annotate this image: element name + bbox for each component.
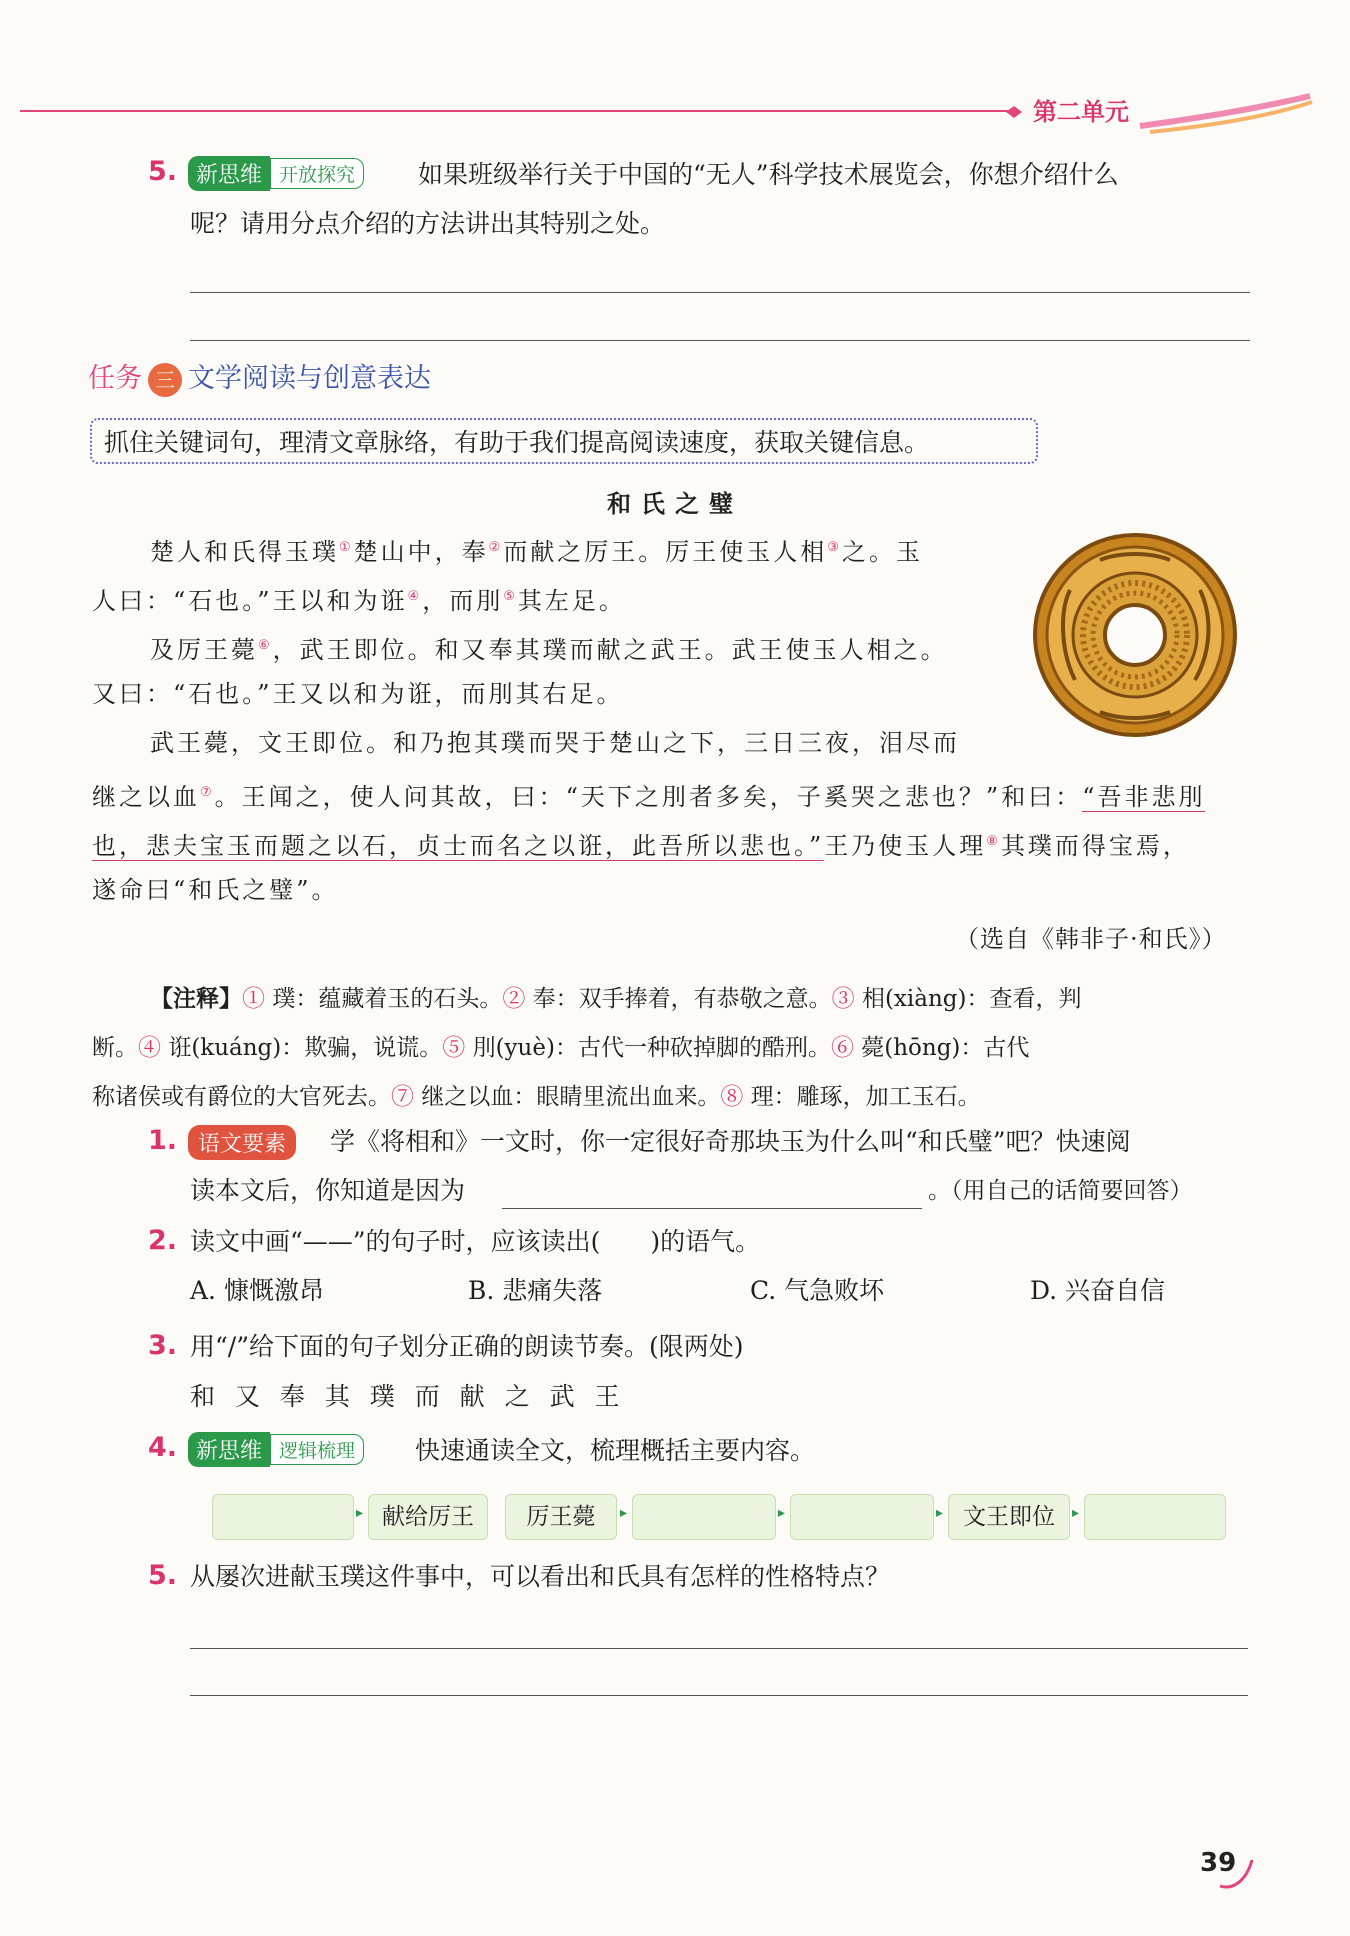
q2-option-a[interactable]: A. 慷慨激昂 xyxy=(190,1276,324,1305)
question-number: 1. xyxy=(148,1125,178,1156)
q4-text: 快速通读全文，梳理概括主要内容。 xyxy=(415,1436,816,1465)
passage-line: 也，悲夫宝玉而题之以石，贞士而名之以诳，此吾所以悲也。”王乃使玉人理⑧其璞而得宝焉， xyxy=(92,832,1190,860)
q1-tag-wrap xyxy=(188,1125,296,1160)
passage-line: 及厉王薨⑥，武王即位。和又奉其璞而献之武王。武王使玉人相之。 xyxy=(150,636,948,664)
question-number: 5. xyxy=(148,156,178,187)
q2-option-c[interactable]: C. 气急败坏 xyxy=(750,1276,885,1305)
q3-sentence[interactable]: 和 又 奉 其 璞 而 献 之 武 王 xyxy=(190,1382,626,1411)
answer-line[interactable] xyxy=(190,1648,1248,1649)
flow-arrow-icon: ▸ xyxy=(356,1505,364,1521)
flow-arrow-icon: ▸ xyxy=(778,1505,786,1521)
flow-arrow-icon: ▸ xyxy=(936,1505,944,1521)
answer-line[interactable] xyxy=(190,340,1250,341)
task-heading xyxy=(88,356,431,397)
flow-arrow-icon: ▸ xyxy=(1072,1505,1080,1521)
task-title: 文学阅读与创意表达 xyxy=(188,363,431,394)
notes-line: 【注释】① 璞：蕴藏着玉的石头。② 奉：双手捧着，有恭敬之意。③ 相(xiàng)：查看，判 xyxy=(150,986,1082,1012)
question-number: 3. xyxy=(148,1330,178,1361)
page-number: 39 xyxy=(1200,1848,1237,1878)
flow-blank-box[interactable] xyxy=(632,1494,776,1540)
q1-line2b: 。（用自己的话简要回答） xyxy=(928,1178,1193,1204)
q2-option-b[interactable]: B. 悲痛失落 xyxy=(468,1276,603,1305)
q4-tag xyxy=(188,1432,364,1467)
notes-line: 称诸侯或有爵位的大官死去。⑦ 继之以血：眼睛里流出血来。⑧ 理：雕琢，加工玉石。 xyxy=(92,1084,981,1110)
answer-line[interactable] xyxy=(190,292,1250,293)
q3-text: 用“/”给下面的句子划分正确的朗读节奏。(限两处) xyxy=(190,1332,744,1361)
q5-text: 从屡次进献玉璞这件事中，可以看出和氏具有怎样的性格特点？ xyxy=(190,1562,891,1591)
answer-line[interactable] xyxy=(190,1695,1248,1696)
passage-line: 继之以血⑦。王闻之，使人问其故，曰：“天下之刖者多矣，子奚哭之悲也？”和曰：“吾非悲刖 xyxy=(92,783,1206,811)
logic-sort-tag: 逻辑梳理 xyxy=(270,1434,364,1465)
q1-line1: 学《将相和》一文时，你一定很好奇那块玉为什么叫“和氏璧”吧？快速阅 xyxy=(330,1127,1131,1156)
passage-title: 和氏之璧 xyxy=(607,489,743,518)
task-number-badge: 三 xyxy=(148,363,182,397)
reading-tip: 抓住关键词句，理清文章脉络，有助于我们提高阅读速度，获取关键信息。 xyxy=(90,418,1038,464)
passage-line: 楚人和氏得玉璞①楚山中，奉②而献之厉王。厉王使玉人相③之。玉 xyxy=(150,538,923,566)
flow-blank-box[interactable] xyxy=(1084,1494,1226,1540)
page-number-swoosh xyxy=(1218,1852,1258,1892)
new-thinking-tag: 新思维 xyxy=(188,1432,270,1467)
flow-blank-box[interactable] xyxy=(790,1494,934,1540)
passage-line: 又曰：“石也。”王又以和为诳，而刖其右足。 xyxy=(92,680,624,708)
q1-answer-blank[interactable] xyxy=(502,1208,922,1209)
new-thinking-tag: 新思维 xyxy=(188,156,270,191)
passage-source: （选自《韩非子·和氏》） xyxy=(955,925,1227,953)
q5-top-line2: 呢？请用分点介绍的方法讲出其特别之处。 xyxy=(190,209,666,238)
underlined-sentence: 也，悲夫宝玉而题之以石，贞士而名之以诳，此吾所以悲也。” xyxy=(92,832,825,860)
jade-disc-image xyxy=(1030,530,1240,740)
language-element-tag: 语文要素 xyxy=(188,1125,296,1160)
question-number: 2. xyxy=(148,1225,178,1256)
task-label: 任务 xyxy=(88,363,142,394)
question-number: 5. xyxy=(148,1560,178,1591)
q1-line2a: 读本文后，你知道是因为 xyxy=(190,1176,466,1205)
flow-box: 厉王薨 xyxy=(505,1494,617,1540)
question-number: 4. xyxy=(148,1432,178,1463)
flow-arrow-icon: ▸ xyxy=(620,1505,628,1521)
unit-title: 第二单元 xyxy=(1033,98,1129,126)
q2-option-d[interactable]: D. 兴奋自信 xyxy=(1030,1276,1166,1305)
passage-line: 遂命曰“和氏之璧”。 xyxy=(92,876,339,904)
flow-blank-box[interactable] xyxy=(212,1494,354,1540)
passage-line: 人曰：“石也。”王以和为诳④，而刖⑤其左足。 xyxy=(92,587,626,615)
q5-top-line1: 如果班级举行关于中国的“无人”科学技术展览会，你想介绍什么 xyxy=(418,160,1119,189)
flow-box: 献给厉王 xyxy=(368,1494,488,1540)
passage-line: 武王薨，文王即位。和乃抱其璞而哭于楚山之下，三日三夜，泪尽而 xyxy=(150,729,960,757)
q2-text: 读文中画“——”的句子时，应该读出( )的语气。 xyxy=(190,1227,761,1256)
q5-top-tag xyxy=(188,156,364,191)
notes-line: 断。④ 诳(kuáng)：欺骗，说谎。⑤ 刖(yuè)：古代一种砍掉脚的酷刑。⑥ 薨(hōng)：古代 xyxy=(92,1035,1030,1061)
open-explore-tag: 开放探究 xyxy=(270,158,364,189)
underlined-sentence: “吾非悲刖 xyxy=(1082,783,1206,811)
flow-box: 文王即位 xyxy=(948,1494,1070,1540)
notes-label: 【注释】 xyxy=(150,986,242,1012)
header-rule xyxy=(20,110,1010,112)
